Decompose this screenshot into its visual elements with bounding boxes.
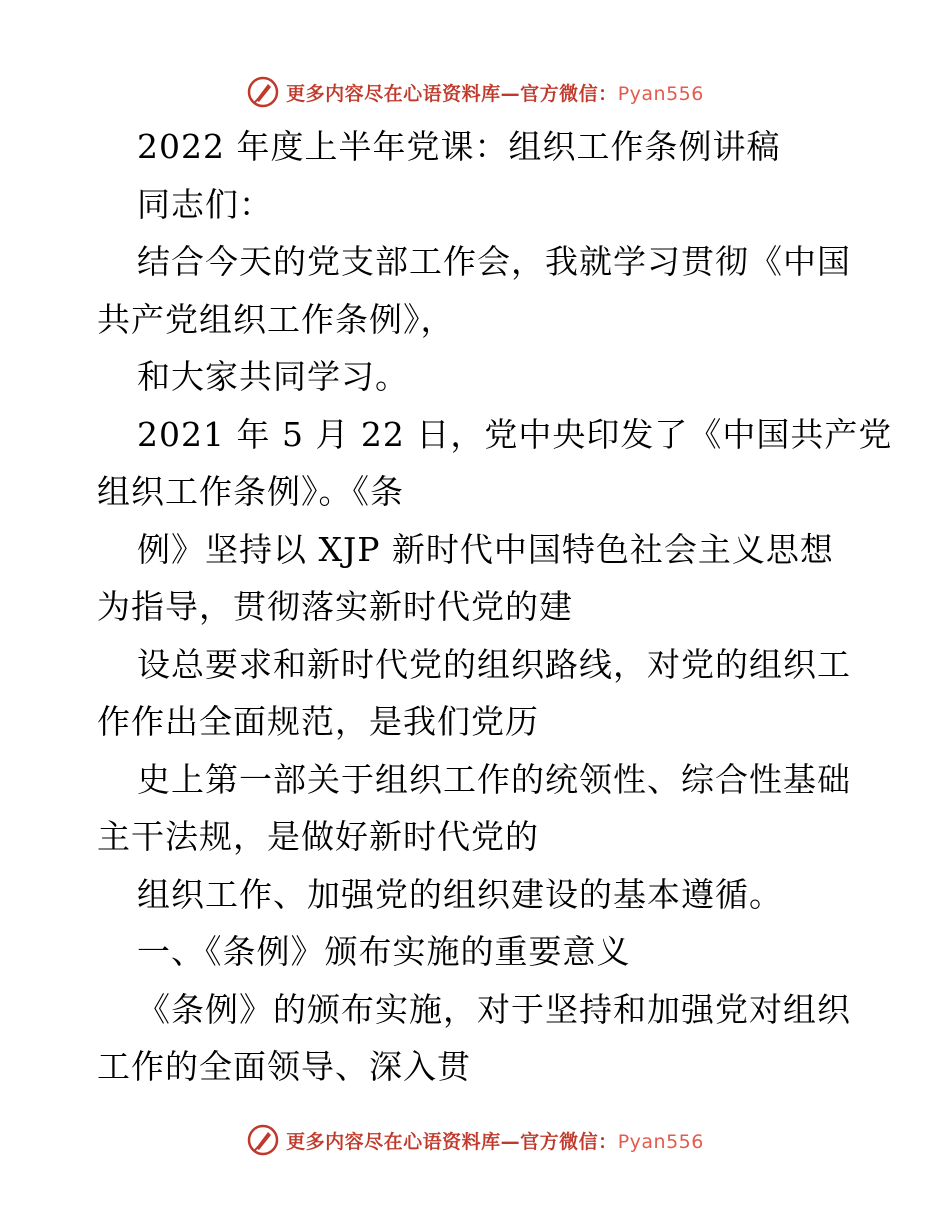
text-line: 主干法规，是做好新时代党的 <box>97 817 539 856</box>
text-line: 例》坚持以 XJP 新时代中国特色社会主义思想 <box>137 529 834 569</box>
section-heading: 一、《条例》颁布实施的重要意义 <box>137 932 631 971</box>
document-body <box>97 118 893 1096</box>
text-line: 史上第一部关于组织工作的统领性、综合性基础 <box>137 759 851 799</box>
watermark-label: 官方微信： <box>520 1130 618 1153</box>
text-line: 组织工作、加强党的组织建设的基本遵循。 <box>137 874 783 914</box>
text-line: 作作出全面规范，是我们党历 <box>97 702 539 741</box>
watermark-main-text: 更多内容尽在心语资料库 <box>286 82 501 105</box>
watermark-label: 官方微信： <box>520 82 618 105</box>
watermark-separator: — <box>500 1130 521 1153</box>
watermark-text <box>286 79 704 106</box>
text-line: 和大家共同学习。 <box>137 357 409 396</box>
text-line: 组织工作条例》。《条 <box>97 472 404 511</box>
text-line: 工作的全面领导、深入贯 <box>97 1047 471 1086</box>
watermark-wechat-id: Pyan556 <box>617 82 704 105</box>
watermark-wechat-id: Pyan556 <box>617 1130 704 1153</box>
document-title: 2022 年度上半年党课：组织工作条例讲稿 <box>137 127 781 166</box>
salutation: 同志们： <box>137 184 273 224</box>
text-line: 为指导，贯彻落实新时代党的建 <box>97 587 573 626</box>
text-line: 《条例》的颁布实施，对于坚持和加强党对组织 <box>137 989 851 1029</box>
text-line: 设总要求和新时代党的组织路线，对党的组织工 <box>137 644 851 684</box>
quill-logo-icon <box>246 75 280 109</box>
header-watermark <box>0 72 950 112</box>
text-line: 共产党组织工作条例》， <box>97 299 455 339</box>
watermark-main-text: 更多内容尽在心语资料库 <box>286 1130 501 1153</box>
quill-logo-icon <box>246 1123 280 1157</box>
text-line: 结合今天的党支部工作会，我就学习贯彻《中国 <box>137 242 851 281</box>
watermark-separator: — <box>500 82 521 105</box>
footer-watermark <box>0 1120 950 1160</box>
watermark-text <box>286 1127 704 1154</box>
text-line: 2021 年 5 月 22 日，党中央印发了《中国共产党 <box>137 414 893 454</box>
